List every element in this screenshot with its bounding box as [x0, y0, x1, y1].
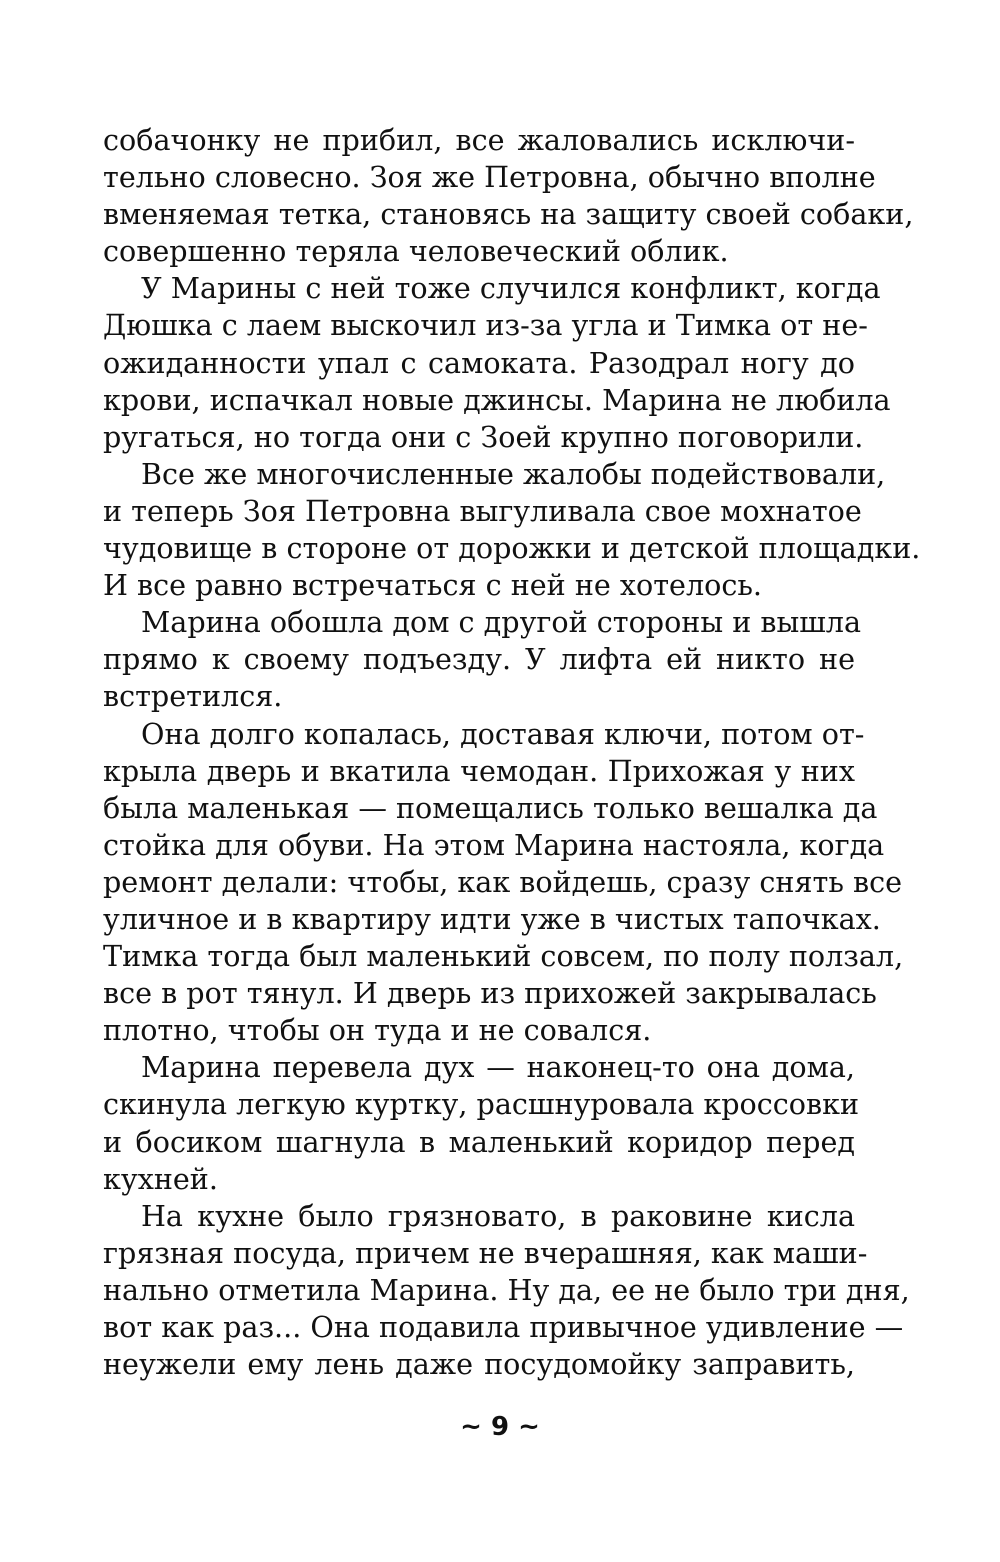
- text-line: скинула легкую куртку, расшнуровала кроссовки: [103, 1087, 860, 1122]
- text-line: На кухне было грязновато, в раковине кисла: [141, 1198, 855, 1233]
- text-line: все в рот тянул. И дверь из прихожей закрывалась: [103, 976, 877, 1011]
- text-line: грязная посуда, причем не вчерашняя, как маши-: [103, 1235, 868, 1270]
- text-line: Все же многочисленные жалобы подействовали,: [141, 456, 886, 491]
- paragraph: [103, 716, 904, 1050]
- text-line: и теперь Зоя Петровна выгуливала свое мохнатое: [103, 493, 862, 528]
- text-line: неужели ему лень даже посудомойку заправить,: [103, 1347, 855, 1382]
- text-line: прямо к своему подъезду. У лифта ей никто не: [103, 642, 855, 677]
- text-line: Марина обошла дом с другой стороны и вышла: [141, 605, 862, 640]
- text-line: Тимка тогда был маленький совсем, по полу ползал,: [103, 939, 904, 974]
- text-line: встретился.: [103, 679, 283, 714]
- page-number: ~ 9 ~: [460, 1412, 540, 1442]
- text-line: ожиданности упал с самоката. Разодрал ногу до: [103, 345, 855, 380]
- text-line: Марина перевела дух — наконец-то она дома,: [141, 1050, 855, 1085]
- paragraph: [103, 456, 921, 604]
- text-line: вот как раз... Она подавила привычное удивление —: [103, 1310, 904, 1344]
- text-line: И все равно встречаться с ней не хотелось.: [103, 568, 763, 603]
- text-line: уличное и в квартиру идти уже в чистых тапочках.: [103, 901, 881, 936]
- paragraph: [103, 604, 862, 715]
- text-line: тельно словесно. Зоя же Петровна, обычно вполне: [103, 160, 876, 195]
- text-line: нально отметила Марина. Ну да, ее не было три дня,: [103, 1272, 910, 1307]
- text-line: Она долго копалась, доставая ключи, потом от-: [141, 716, 865, 751]
- text-line: совершенно теряла человеческий облик.: [103, 234, 729, 269]
- text-line: была маленькая — помещались только вешалка да: [103, 790, 878, 825]
- text-line: вменяемая тетка, становясь на защиту своей собаки,: [103, 197, 914, 232]
- body-text: [103, 122, 921, 1383]
- text-line: плотно, чтобы он туда и не совался.: [103, 1013, 652, 1048]
- text-line: чудовище в стороне от дорожки и детской площадки.: [103, 531, 921, 566]
- text-line: и босиком шагнула в маленький коридор перед: [103, 1124, 855, 1159]
- text-line: кухней.: [103, 1161, 218, 1196]
- text-line: Дюшка с лаем выскочил из-за угла и Тимка от не-: [103, 308, 868, 343]
- paragraph: [103, 270, 891, 455]
- text-line: У Марины с ней тоже случился конфликт, когда: [141, 271, 881, 306]
- paragraph: [103, 1049, 860, 1197]
- text-line: ремонт делали: чтобы, как войдешь, сразу снять все: [103, 864, 903, 899]
- text-line: крыла дверь и вкатила чемодан. Прихожая у них: [103, 753, 855, 788]
- paragraph: [103, 1198, 910, 1383]
- text-line: стойка для обуви. На этом Марина настояла, когда: [103, 827, 885, 862]
- text-line: крови, испачкал новые джинсы. Марина не любила: [103, 382, 891, 417]
- paragraph: [103, 122, 914, 270]
- text-line: собачонку не прибил, все жаловались исключи-: [103, 123, 855, 157]
- text-line: ругаться, но тогда они с Зоей крупно поговорили.: [103, 419, 864, 454]
